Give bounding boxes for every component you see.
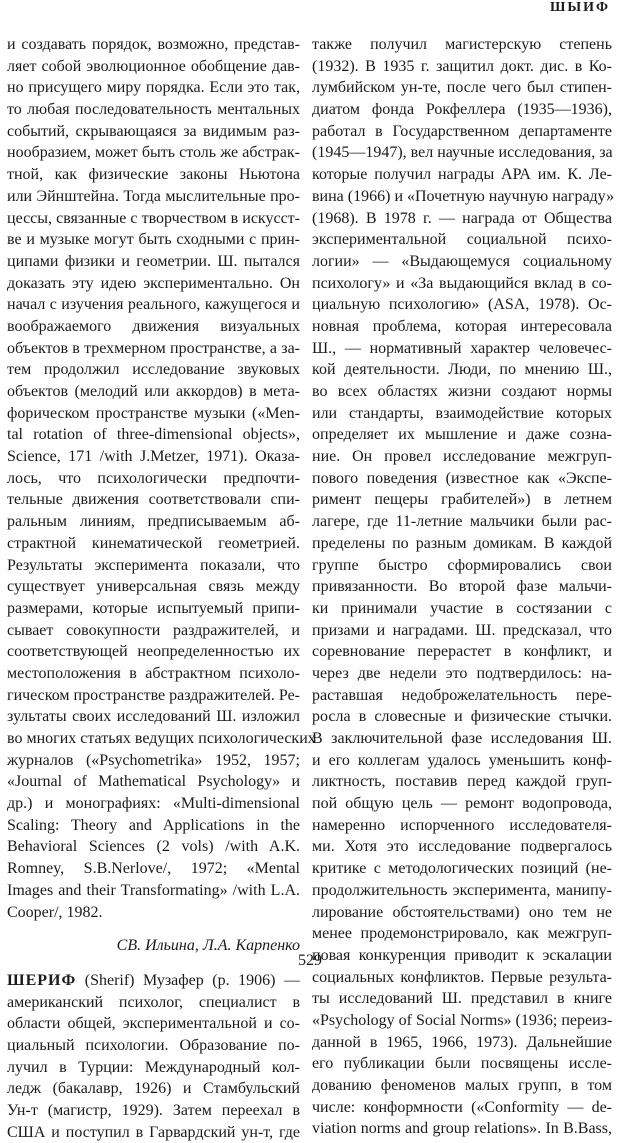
text-line: объектов в трехмерном пространстве, а за-	[7, 339, 300, 357]
text-line: пового поведения (известное как «Экспе-	[312, 469, 612, 487]
text-line: журналов («Psychometrika» 1952, 1957;	[7, 751, 300, 769]
text-line: экспериментальной социальной психо-	[312, 231, 612, 249]
text-line: работал в Государственном департаменте	[312, 122, 612, 140]
text-line: росла в словесные и физические стычки.	[312, 708, 612, 726]
text-line: лирование обстоятельствами) оно тем не	[312, 903, 612, 921]
text-line: tal rotation of three-dimensional objects»,	[7, 426, 300, 444]
text-line: то любая последовательность ментальных	[7, 101, 300, 119]
text-line: ципами физики и геометрии. Ш. пытался	[7, 252, 300, 270]
text-line: лучил в Турции: Международный кол-	[7, 1058, 300, 1076]
text-line: логии» — «Выдающемуся социальному	[312, 252, 612, 270]
text-line: (1968). В 1978 г. — награда от Общества	[312, 209, 612, 227]
text-line: менее продемонстрировало, как межгруп-	[312, 925, 612, 943]
text-line: Science, 171 /with J.Metzer, 1971). Оказа-	[7, 448, 300, 466]
text-line: др.) и монографиях: «Multi-dimensional	[7, 795, 300, 813]
text-line: вина (1966) и «Почетную научную награду»	[312, 187, 615, 205]
text-line: ляет собой эволюционное обобщение дав-	[7, 57, 300, 75]
text-line: или стандарты, взаимодействие которых	[312, 404, 612, 422]
text-line: ве и музыке могут быть сходными с прин-	[7, 231, 300, 249]
text-line: кой деятельности. Люди, по мнению Ш.,	[312, 361, 612, 379]
text-line: Images and their Transformating» /with L.A.	[7, 881, 300, 899]
text-line: призами и наградами. Ш. предсказал, что	[312, 621, 612, 639]
text-line: соответствующей неопределенностью их	[7, 643, 300, 661]
text-line: нообразием, может быть столь же абстрак-	[7, 144, 300, 162]
dictionary-entry-sherif	[7, 970, 300, 1143]
entry-first-line: (Sherif) Музафер (р. 1906) —	[76, 971, 300, 989]
text-line: области общей, экспериментальной и со-	[7, 1015, 300, 1033]
text-line: тной, как физические законы Ньютона	[7, 166, 300, 184]
text-line: ральным линиям, предписываемым аб-	[7, 513, 300, 531]
text-line: привязанности. Во второй фазе мальчи-	[312, 578, 612, 596]
text-line: лагере, где 11-летние мальчики были рас-	[312, 513, 612, 531]
text-line: тельные движения соответствовали спи-	[7, 491, 300, 509]
text-line: социальных конфликтов. Первые результа-	[312, 968, 612, 986]
text-line: Romney, S.B.Nerlove/, 1972; «Mental	[7, 860, 300, 878]
text-line: Scaling: Theory and Applications in the	[7, 816, 300, 834]
text-line: ты исследований Ш. представил в книге	[312, 990, 612, 1008]
text-line: событий, скрывающаяся за видимым раз-	[7, 122, 300, 140]
text-line: ки принимали участие в состязании с	[312, 599, 612, 617]
text-line: которые получил награды АРА им. К. Ле-	[312, 166, 612, 184]
text-line: его публикации были посвящены иссле-	[312, 1055, 612, 1073]
text-line: соревнование перерастет в конфликт, и	[312, 643, 612, 661]
text-line: во многих статьях ведущих психологических	[7, 730, 316, 747]
entry-continuation	[312, 34, 615, 1140]
text-line: доказать эту идею экспериментально. Он	[7, 274, 300, 292]
text-line: Behavioral Sciences (2 vols) /with A.K.	[7, 838, 300, 856]
text-line: (1932). В 1935 г. защитил докт. дис. в Ко-	[312, 57, 612, 75]
text-line: форическом пространстве музыки («Men-	[7, 404, 300, 422]
text-line: начал с изучения реального, кажущегося и	[7, 296, 300, 314]
text-line: американский психолог, специалист в	[7, 993, 300, 1011]
text-line: пой общую цель — ремонт водопровода,	[312, 795, 612, 813]
text-line: данной в 1965, 1966, 1973). Дальнейшие	[312, 1033, 612, 1051]
text-line: лумбийском ун-те, после чего был стипен-	[312, 79, 612, 97]
text-line: «Psychology of Social Norms» (1936; переиз-	[312, 1011, 613, 1029]
text-line: viation norms and group relations». In B.Bass,	[312, 1120, 612, 1138]
text-line: новная проблема, которая интересовала	[312, 317, 612, 335]
text-line: и создавать порядок, возможно, представ-	[7, 36, 300, 53]
text-line: пределены по разным домикам. В каждой	[312, 534, 612, 552]
text-line: повая конкуренция приводит к эскалации	[312, 946, 612, 964]
page-number: 529	[298, 952, 322, 969]
text-line: ледж (бакалавр, 1926) и Стамбульский	[7, 1080, 300, 1098]
text-line: также получил магистерскую степень	[312, 36, 612, 53]
text-line: зультаты своих исследований Ш. изложил	[7, 708, 300, 726]
running-header: ШЫИФ	[549, 0, 610, 15]
text-line: определяет их мышление и даже созна-	[312, 426, 612, 444]
text-line: Ун-т (магистр, 1929). Затем переехал в	[7, 1102, 300, 1119]
text-line: США и поступил в Гарвардский ун-т, где	[7, 1123, 300, 1141]
text-line: диатом фонда Рокфеллера (1935—1936),	[312, 101, 612, 119]
text-line: ние. Он провел исследование межгруп-	[312, 448, 612, 466]
text-line: и его коллегам удалось уменьшить конф-	[312, 751, 612, 769]
text-line: цессы, связанные с творчеством в искусст-	[7, 209, 300, 227]
text-line: местоположения в абстрактном психоло-	[7, 664, 300, 682]
text-line: но присущего миру порядка. Если это так,	[7, 79, 300, 97]
text-line: критике с методологических позиций (не-	[312, 860, 612, 878]
text-line: или Эйнштейна. Тогда мыслительные про-	[7, 187, 300, 205]
text-line: объектов (мелодий или аккордов) в мета-	[7, 383, 300, 400]
text-line: тем продолжил исследование звуковых	[7, 361, 300, 379]
text-line: (1945—1947), вел научные исследования, за	[312, 144, 613, 162]
text-line: во всех областях жизни создают нормы	[312, 383, 612, 400]
text-line: размерами, которые испытуемый припи-	[7, 599, 300, 617]
entry-headword: ШЕРИФ	[7, 971, 77, 989]
text-line: римент пещеры грабителей») в летнем	[312, 491, 612, 509]
text-line: гическом пространстве раздражителей. Ре-	[7, 686, 300, 704]
text-line: числе: конформности («Conformity — de-	[312, 1098, 612, 1116]
text-line: Cooper/, 1982.	[7, 903, 103, 921]
text-line: группе быстро сформировались свои	[312, 556, 612, 574]
text-line: дованию феноменов малых групп, в том	[312, 1077, 612, 1094]
text-line: ликтность, поставив перед каждой груп-	[312, 773, 612, 791]
text-line: циальный психологии. Образование по-	[7, 1036, 300, 1054]
text-line: через две недели это подтвердилось: на-	[312, 664, 612, 682]
text-line: Результаты эксперимента показали, что	[7, 556, 300, 574]
text-line: продолжительность эксперимента, манипу-	[312, 881, 612, 899]
text-line: намеренно испорченного исследователя-	[312, 816, 612, 834]
text-line: «Journal of Mathematical Psychology» и	[7, 773, 300, 791]
text-line: воображаемого движения визуальных	[7, 317, 300, 335]
text-line: В заключительной фазе исследования Ш.	[312, 730, 612, 747]
text-line: страктной кинематической геометрией.	[7, 534, 300, 552]
text-line: лось, что психологически предпочти-	[7, 469, 300, 487]
article-continuation	[7, 34, 316, 923]
text-line: сывает совокупности раздражителей, и	[7, 621, 300, 639]
author-signature: СВ. Ильина, Л.А. Карпенко	[116, 937, 300, 955]
right-column	[312, 34, 615, 1140]
text-line: психологу» и «За выдающийся вклад в со-	[312, 274, 612, 292]
text-line: существует универсальная связь между	[7, 578, 300, 596]
text-line: раставшая недоброжелательность пере-	[312, 686, 612, 704]
text-line: Ш., — нормативный характер человечес-	[312, 339, 612, 357]
text-line: циальную психологию» (ASA, 1978). Ос-	[312, 296, 612, 314]
text-line: ми. Хотя это исследование подвергалось	[312, 838, 612, 856]
